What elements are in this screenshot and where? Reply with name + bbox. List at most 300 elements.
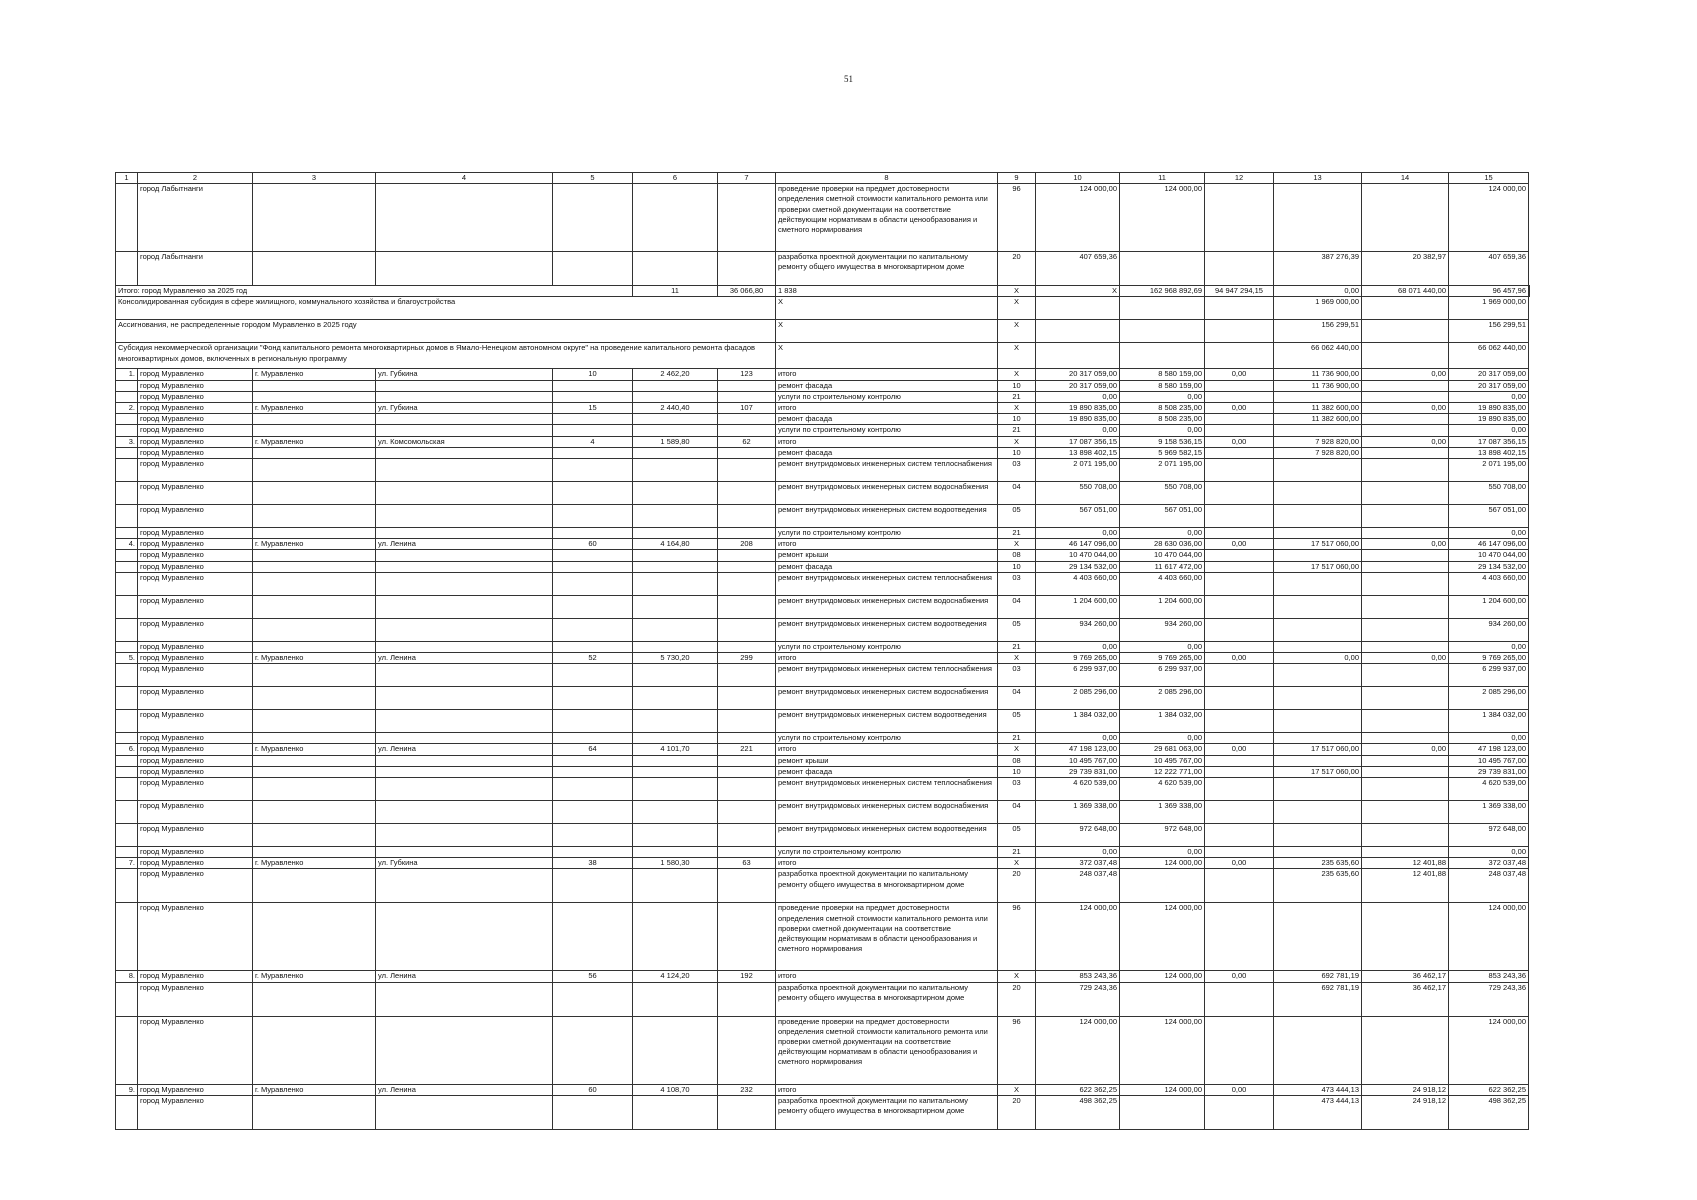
total-cost-cell xyxy=(1036,297,1120,320)
cost-col-11-cell: 124 000,00 xyxy=(1120,184,1205,252)
municipality-cell: город Лабытнанги xyxy=(138,252,253,286)
table-row xyxy=(116,618,1530,641)
work-type-cell: ремонт крыши xyxy=(776,550,998,561)
street-cell xyxy=(376,801,553,824)
house-number-cell: 64 xyxy=(553,744,633,755)
area-cell xyxy=(633,869,718,903)
table-row xyxy=(116,572,1530,595)
house-number-cell: 60 xyxy=(553,539,633,550)
residents-cell xyxy=(718,528,776,539)
cost-col-14-cell xyxy=(1362,320,1449,343)
cost-col-12-cell xyxy=(1205,641,1274,652)
municipality-cell: город Муравленко xyxy=(138,664,253,687)
cost-col-11-cell xyxy=(1120,320,1205,343)
work-code-cell: 03 xyxy=(998,459,1036,482)
area-cell xyxy=(633,778,718,801)
municipality-cell: город Муравленко xyxy=(138,1095,253,1129)
cost-col-14-cell: 24 918,12 xyxy=(1362,1084,1449,1095)
row-number-cell xyxy=(116,869,138,903)
cost-col-12-cell xyxy=(1205,414,1274,425)
cost-col-12-cell xyxy=(1205,778,1274,801)
settlement-cell: г. Муравленко xyxy=(253,971,376,982)
work-code-cell: 20 xyxy=(998,252,1036,286)
street-cell xyxy=(376,618,553,641)
cost-col-13-cell: 17 517 060,00 xyxy=(1274,561,1362,572)
cost-col-14-cell xyxy=(1362,903,1449,971)
settlement-cell xyxy=(253,380,376,391)
cost-col-12-cell: 0,00 xyxy=(1205,369,1274,380)
cost-col-13-cell xyxy=(1274,391,1362,402)
street-cell xyxy=(376,733,553,744)
area-cell: 2 462,20 xyxy=(633,369,718,380)
settlement-cell xyxy=(253,766,376,777)
total-cost-cell: 0,00 xyxy=(1036,641,1120,652)
cost-col-14-cell xyxy=(1362,297,1449,320)
municipality-cell: город Муравленко xyxy=(138,505,253,528)
work-code-cell: 96 xyxy=(998,184,1036,252)
cost-col-15-cell: 1 384 032,00 xyxy=(1449,710,1529,733)
cost-col-12-cell xyxy=(1205,425,1274,436)
cost-col-12-cell xyxy=(1205,252,1274,286)
municipality-cell: город Муравленко xyxy=(138,539,253,550)
column-number-cell: 10 xyxy=(1036,173,1120,184)
work-type-cell: итого xyxy=(776,653,998,664)
cost-col-13-cell xyxy=(1274,687,1362,710)
settlement-cell xyxy=(253,528,376,539)
residents-cell xyxy=(718,459,776,482)
house-number-cell xyxy=(553,459,633,482)
residents-cell xyxy=(718,766,776,777)
cost-col-13-cell xyxy=(1274,1016,1362,1084)
area-cell xyxy=(633,903,718,971)
settlement-cell xyxy=(253,847,376,858)
street-cell xyxy=(376,459,553,482)
street-cell: ул. Ленина xyxy=(376,1084,553,1095)
row-number-cell xyxy=(116,391,138,402)
street-cell xyxy=(376,778,553,801)
cost-col-11-cell: 10 495 767,00 xyxy=(1120,755,1205,766)
municipality-cell: город Муравленко xyxy=(138,561,253,572)
settlement-cell xyxy=(253,1095,376,1129)
page-number: 51 xyxy=(844,74,853,84)
house-number-cell xyxy=(553,482,633,505)
work-type-cell: итого xyxy=(776,403,998,414)
residents-cell xyxy=(718,903,776,971)
cost-col-13-cell xyxy=(1274,733,1362,744)
area-cell xyxy=(633,982,718,1016)
municipality-cell: город Муравленко xyxy=(138,391,253,402)
table-row xyxy=(116,391,1530,402)
row-number-cell xyxy=(116,1016,138,1084)
column-number-cell: 3 xyxy=(253,173,376,184)
municipality-cell: город Муравленко xyxy=(138,847,253,858)
work-code-cell: 20 xyxy=(998,982,1036,1016)
cost-col-12-cell xyxy=(1205,1016,1274,1084)
cost-col-11-cell: 124 000,00 xyxy=(1120,903,1205,971)
table-row xyxy=(116,505,1530,528)
work-code-cell: 10 xyxy=(998,414,1036,425)
row-number-cell xyxy=(116,778,138,801)
cost-col-12-cell xyxy=(1205,184,1274,252)
street-cell xyxy=(376,755,553,766)
table-row xyxy=(116,414,1530,425)
capital-repair-table xyxy=(115,172,1530,1130)
cost-col-12-cell xyxy=(1205,528,1274,539)
cost-col-13-cell: 11 382 600,00 xyxy=(1274,414,1362,425)
cost-col-12-cell xyxy=(1205,380,1274,391)
work-type-cell: ремонт внутридомовых инженерных систем теплоснабжения xyxy=(776,572,998,595)
work-code-cell: 10 xyxy=(998,380,1036,391)
cost-col-13-cell: 235 635,60 xyxy=(1274,869,1362,903)
cost-col-11-cell: 8 508 235,00 xyxy=(1120,403,1205,414)
street-cell: ул. Ленина xyxy=(376,744,553,755)
cost-col-12-cell xyxy=(1205,459,1274,482)
work-type-cell: ремонт внутридомовых инженерных систем теплоснабжения xyxy=(776,664,998,687)
table-row xyxy=(116,733,1530,744)
column-number-cell: 7 xyxy=(718,173,776,184)
municipality-cell: город Муравленко xyxy=(138,801,253,824)
cost-col-11-cell: 1 384 032,00 xyxy=(1120,710,1205,733)
settlement-cell xyxy=(253,710,376,733)
residents-cell: 63 xyxy=(718,858,776,869)
cost-col-15-cell: 47 198 123,00 xyxy=(1449,744,1529,755)
street-cell xyxy=(376,710,553,733)
cost-col-11-cell: 124 000,00 xyxy=(1120,1084,1205,1095)
settlement-cell: г. Муравленко xyxy=(253,539,376,550)
municipality-cell: город Муравленко xyxy=(138,744,253,755)
area-cell xyxy=(633,561,718,572)
settlement-cell xyxy=(253,550,376,561)
cost-col-12-cell: 0,00 xyxy=(1205,436,1274,447)
row-number-cell xyxy=(116,572,138,595)
cost-col-12-cell xyxy=(1205,824,1274,847)
cost-col-12-cell xyxy=(1205,664,1274,687)
settlement-cell xyxy=(253,687,376,710)
cost-col-12-cell xyxy=(1205,343,1274,369)
area-cell xyxy=(633,733,718,744)
residents-cell: 192 xyxy=(718,971,776,982)
table-row xyxy=(116,824,1530,847)
cost-col-11-cell: 9 769 265,00 xyxy=(1120,653,1205,664)
cost-col-14-cell xyxy=(1362,343,1449,369)
residents-cell xyxy=(718,414,776,425)
cost-col-11-cell: 934 260,00 xyxy=(1120,618,1205,641)
cost-col-11-cell: 0,00 xyxy=(1120,847,1205,858)
residents-cell: 107 xyxy=(718,403,776,414)
house-number-cell: 38 xyxy=(553,858,633,869)
area-cell xyxy=(633,184,718,252)
work-type-cell: услуги по строительному контролю xyxy=(776,641,998,652)
table-row xyxy=(116,766,1530,777)
table-body xyxy=(116,173,1530,1130)
cost-col-11-cell xyxy=(1120,343,1205,369)
cost-col-14-cell xyxy=(1362,380,1449,391)
cost-col-15-cell: 729 243,36 xyxy=(1449,982,1529,1016)
work-code-cell: Х xyxy=(998,369,1036,380)
cost-col-12-cell xyxy=(1205,550,1274,561)
house-number-cell xyxy=(553,252,633,286)
residents-cell xyxy=(718,847,776,858)
cost-col-14-cell xyxy=(1362,184,1449,252)
work-type-cell: разработка проектной документации по капитальному ремонту общего имущества в многоквартирном доме xyxy=(776,252,998,286)
work-type-cell: ремонт внутридомовых инженерных систем водоснабжения xyxy=(776,482,998,505)
street-cell xyxy=(376,528,553,539)
cost-col-15-cell: 9 769 265,00 xyxy=(1449,653,1529,664)
cost-col-15-cell: 4 620 539,00 xyxy=(1449,778,1529,801)
work-type-cell: разработка проектной документации по капитальному ремонту общего имущества в многоквартирном доме xyxy=(776,869,998,903)
cost-col-15-cell: 96 457,96 xyxy=(1449,286,1529,297)
total-cost-cell: 934 260,00 xyxy=(1036,618,1120,641)
total-cost-cell: 47 198 123,00 xyxy=(1036,744,1120,755)
work-code-cell: 04 xyxy=(998,595,1036,618)
municipality-cell: город Муравленко xyxy=(138,858,253,869)
work-type-cell: 1 838 xyxy=(776,286,998,297)
cost-col-15-cell: 853 243,36 xyxy=(1449,971,1529,982)
residents-cell xyxy=(718,391,776,402)
work-code-cell: Х xyxy=(998,320,1036,343)
total-cost-cell: 729 243,36 xyxy=(1036,982,1120,1016)
residents-cell xyxy=(718,447,776,458)
work-code-cell: Х xyxy=(998,297,1036,320)
cost-col-14-cell xyxy=(1362,687,1449,710)
cost-col-14-cell xyxy=(1362,505,1449,528)
cost-col-11-cell: 4 620 539,00 xyxy=(1120,778,1205,801)
row-number-cell: 3. xyxy=(116,436,138,447)
cost-col-11-cell: 11 617 472,00 xyxy=(1120,561,1205,572)
cost-col-13-cell xyxy=(1274,505,1362,528)
summary-row xyxy=(116,297,1530,320)
municipality-cell: город Муравленко xyxy=(138,482,253,505)
work-code-cell: 20 xyxy=(998,1095,1036,1129)
cost-col-11-cell: 124 000,00 xyxy=(1120,971,1205,982)
work-type-cell: услуги по строительному контролю xyxy=(776,425,998,436)
house-number-cell xyxy=(553,414,633,425)
total-cost-cell: 0,00 xyxy=(1036,391,1120,402)
cost-col-15-cell: 2 071 195,00 xyxy=(1449,459,1529,482)
residents-cell xyxy=(718,380,776,391)
table-row xyxy=(116,184,1530,252)
cost-col-12-cell: 0,00 xyxy=(1205,971,1274,982)
cost-col-14-cell: 0,00 xyxy=(1362,539,1449,550)
street-cell xyxy=(376,869,553,903)
cost-col-12-cell xyxy=(1205,869,1274,903)
work-type-cell: ремонт внутридомовых инженерных систем водоотведения xyxy=(776,618,998,641)
table-row xyxy=(116,801,1530,824)
cost-col-13-cell: 17 517 060,00 xyxy=(1274,539,1362,550)
total-cost-cell: 407 659,36 xyxy=(1036,252,1120,286)
house-number-cell xyxy=(553,1095,633,1129)
cost-col-11-cell: 9 158 536,15 xyxy=(1120,436,1205,447)
street-cell: ул. Ленина xyxy=(376,653,553,664)
cost-col-15-cell: 4 403 660,00 xyxy=(1449,572,1529,595)
residents-cell xyxy=(718,425,776,436)
residents-cell xyxy=(718,1016,776,1084)
cost-col-13-cell xyxy=(1274,425,1362,436)
cost-col-13-cell: 0,00 xyxy=(1274,653,1362,664)
column-number-cell: 2 xyxy=(138,173,253,184)
column-number-row xyxy=(116,173,1530,184)
total-cost-cell: 4 620 539,00 xyxy=(1036,778,1120,801)
street-cell xyxy=(376,1095,553,1129)
cost-col-14-cell: 12 401,88 xyxy=(1362,869,1449,903)
work-type-cell: итого xyxy=(776,858,998,869)
row-number-cell xyxy=(116,459,138,482)
work-code-cell: 08 xyxy=(998,550,1036,561)
street-cell xyxy=(376,425,553,436)
settlement-cell xyxy=(253,618,376,641)
cost-col-13-cell xyxy=(1274,801,1362,824)
residents-cell xyxy=(718,1095,776,1129)
work-code-cell: 05 xyxy=(998,618,1036,641)
work-code-cell: 08 xyxy=(998,755,1036,766)
residents-cell xyxy=(718,184,776,252)
area-cell xyxy=(633,482,718,505)
work-type-cell: проведение проверки на предмет достоверности определения сметной стоимости капитального ремонта или проверки сметной документации на соответствие действующим нормативам в области ценообразования и сметного нормирования xyxy=(776,903,998,971)
municipality-cell: город Муравленко xyxy=(138,459,253,482)
house-number-cell xyxy=(553,710,633,733)
total-cost-cell: 13 898 402,15 xyxy=(1036,447,1120,458)
total-cost-cell: 0,00 xyxy=(1036,528,1120,539)
cost-col-15-cell: 550 708,00 xyxy=(1449,482,1529,505)
area-cell xyxy=(633,641,718,652)
cost-col-14-cell xyxy=(1362,459,1449,482)
cost-col-15-cell: 124 000,00 xyxy=(1449,184,1529,252)
work-type-cell: итого xyxy=(776,1084,998,1095)
row-number-cell xyxy=(116,710,138,733)
municipality-cell: город Муравленко xyxy=(138,755,253,766)
cost-col-11-cell xyxy=(1120,869,1205,903)
total-cost-cell: 0,00 xyxy=(1036,425,1120,436)
work-code-cell: 21 xyxy=(998,391,1036,402)
area-cell xyxy=(633,425,718,436)
street-cell xyxy=(376,482,553,505)
cost-col-13-cell: 235 635,60 xyxy=(1274,858,1362,869)
table-row xyxy=(116,869,1530,903)
table-row xyxy=(116,847,1530,858)
area-cell: 11 xyxy=(633,286,718,297)
settlement-cell: г. Муравленко xyxy=(253,403,376,414)
settlement-cell: г. Муравленко xyxy=(253,653,376,664)
row-number-cell xyxy=(116,252,138,286)
cost-col-13-cell: 0,00 xyxy=(1274,286,1362,297)
column-number-cell: 6 xyxy=(633,173,718,184)
work-code-cell: Х xyxy=(998,971,1036,982)
house-number-cell xyxy=(553,869,633,903)
cost-col-12-cell: 0,00 xyxy=(1205,653,1274,664)
cost-col-11-cell: 162 968 892,69 xyxy=(1120,286,1205,297)
house-number-cell xyxy=(553,847,633,858)
cost-col-15-cell: 19 890 835,00 xyxy=(1449,403,1529,414)
cost-col-12-cell xyxy=(1205,710,1274,733)
work-code-cell: 05 xyxy=(998,710,1036,733)
cost-col-15-cell: 0,00 xyxy=(1449,391,1529,402)
cost-col-11-cell: 29 681 063,00 xyxy=(1120,744,1205,755)
area-cell xyxy=(633,618,718,641)
total-cost-cell: 17 087 356,15 xyxy=(1036,436,1120,447)
cost-col-13-cell: 692 781,19 xyxy=(1274,982,1362,1016)
residents-cell: 36 066,80 xyxy=(718,286,776,297)
row-number-cell: 5. xyxy=(116,653,138,664)
cost-col-13-cell xyxy=(1274,710,1362,733)
row-number-cell xyxy=(116,847,138,858)
municipality-cell: город Муравленко xyxy=(138,778,253,801)
area-cell: 4 101,70 xyxy=(633,744,718,755)
work-code-cell: Х xyxy=(998,539,1036,550)
cost-col-13-cell xyxy=(1274,778,1362,801)
cost-col-14-cell: 24 918,12 xyxy=(1362,1095,1449,1129)
table-row xyxy=(116,425,1530,436)
cost-col-11-cell: 5 969 582,15 xyxy=(1120,447,1205,458)
municipality-cell: город Муравленко xyxy=(138,971,253,982)
work-type-cell: проведение проверки на предмет достоверности определения сметной стоимости капитального ремонта или проверки сметной документации на соответствие действующим нормативам в области ценообразования и сметного нормирования xyxy=(776,184,998,252)
cost-col-12-cell xyxy=(1205,733,1274,744)
cost-col-15-cell: 248 037,48 xyxy=(1449,869,1529,903)
cost-col-12-cell xyxy=(1205,982,1274,1016)
work-type-cell: услуги по строительному контролю xyxy=(776,847,998,858)
cost-col-13-cell: 473 444,13 xyxy=(1274,1084,1362,1095)
total-cost-cell: 0,00 xyxy=(1036,847,1120,858)
total-cost-cell: 498 362,25 xyxy=(1036,1095,1120,1129)
residents-cell xyxy=(718,550,776,561)
table-row xyxy=(116,539,1530,550)
cost-col-14-cell xyxy=(1362,447,1449,458)
row-number-cell: 4. xyxy=(116,539,138,550)
cost-col-14-cell xyxy=(1362,733,1449,744)
settlement-cell: г. Муравленко xyxy=(253,858,376,869)
cost-col-13-cell: 11 736 900,00 xyxy=(1274,369,1362,380)
settlement-cell xyxy=(253,447,376,458)
work-type-cell: итого xyxy=(776,436,998,447)
cost-col-11-cell: 2 071 195,00 xyxy=(1120,459,1205,482)
total-cost-cell: 124 000,00 xyxy=(1036,184,1120,252)
street-cell xyxy=(376,550,553,561)
settlement-cell: г. Муравленко xyxy=(253,436,376,447)
house-number-cell xyxy=(553,184,633,252)
cost-col-15-cell: 498 362,25 xyxy=(1449,1095,1529,1129)
table-row xyxy=(116,653,1530,664)
table-row xyxy=(116,595,1530,618)
work-code-cell: Х xyxy=(998,653,1036,664)
work-type-cell: ремонт внутридомовых инженерных систем водоотведения xyxy=(776,505,998,528)
cost-col-14-cell: 36 462,17 xyxy=(1362,982,1449,1016)
cost-col-14-cell xyxy=(1362,482,1449,505)
cost-col-12-cell xyxy=(1205,903,1274,971)
cost-col-12-cell: 0,00 xyxy=(1205,539,1274,550)
cost-col-11-cell: 8 580 159,00 xyxy=(1120,380,1205,391)
area-cell xyxy=(633,459,718,482)
work-code-cell: Х xyxy=(998,744,1036,755)
street-cell: ул. Губкина xyxy=(376,858,553,869)
work-type-cell: ремонт внутридомовых инженерных систем теплоснабжения xyxy=(776,778,998,801)
house-number-cell xyxy=(553,664,633,687)
residents-cell xyxy=(718,733,776,744)
total-cost-cell: 622 362,25 xyxy=(1036,1084,1120,1095)
cost-col-14-cell xyxy=(1362,755,1449,766)
total-cost-cell: 124 000,00 xyxy=(1036,903,1120,971)
cost-col-14-cell xyxy=(1362,425,1449,436)
house-number-cell xyxy=(553,447,633,458)
settlement-cell xyxy=(253,982,376,1016)
settlement-cell xyxy=(253,641,376,652)
street-cell xyxy=(376,561,553,572)
cost-col-14-cell xyxy=(1362,572,1449,595)
table-row xyxy=(116,252,1530,286)
cost-col-15-cell: 622 362,25 xyxy=(1449,1084,1529,1095)
settlement-cell: г. Муравленко xyxy=(253,1084,376,1095)
area-cell: 1 589,80 xyxy=(633,436,718,447)
settlement-cell xyxy=(253,425,376,436)
street-cell xyxy=(376,982,553,1016)
